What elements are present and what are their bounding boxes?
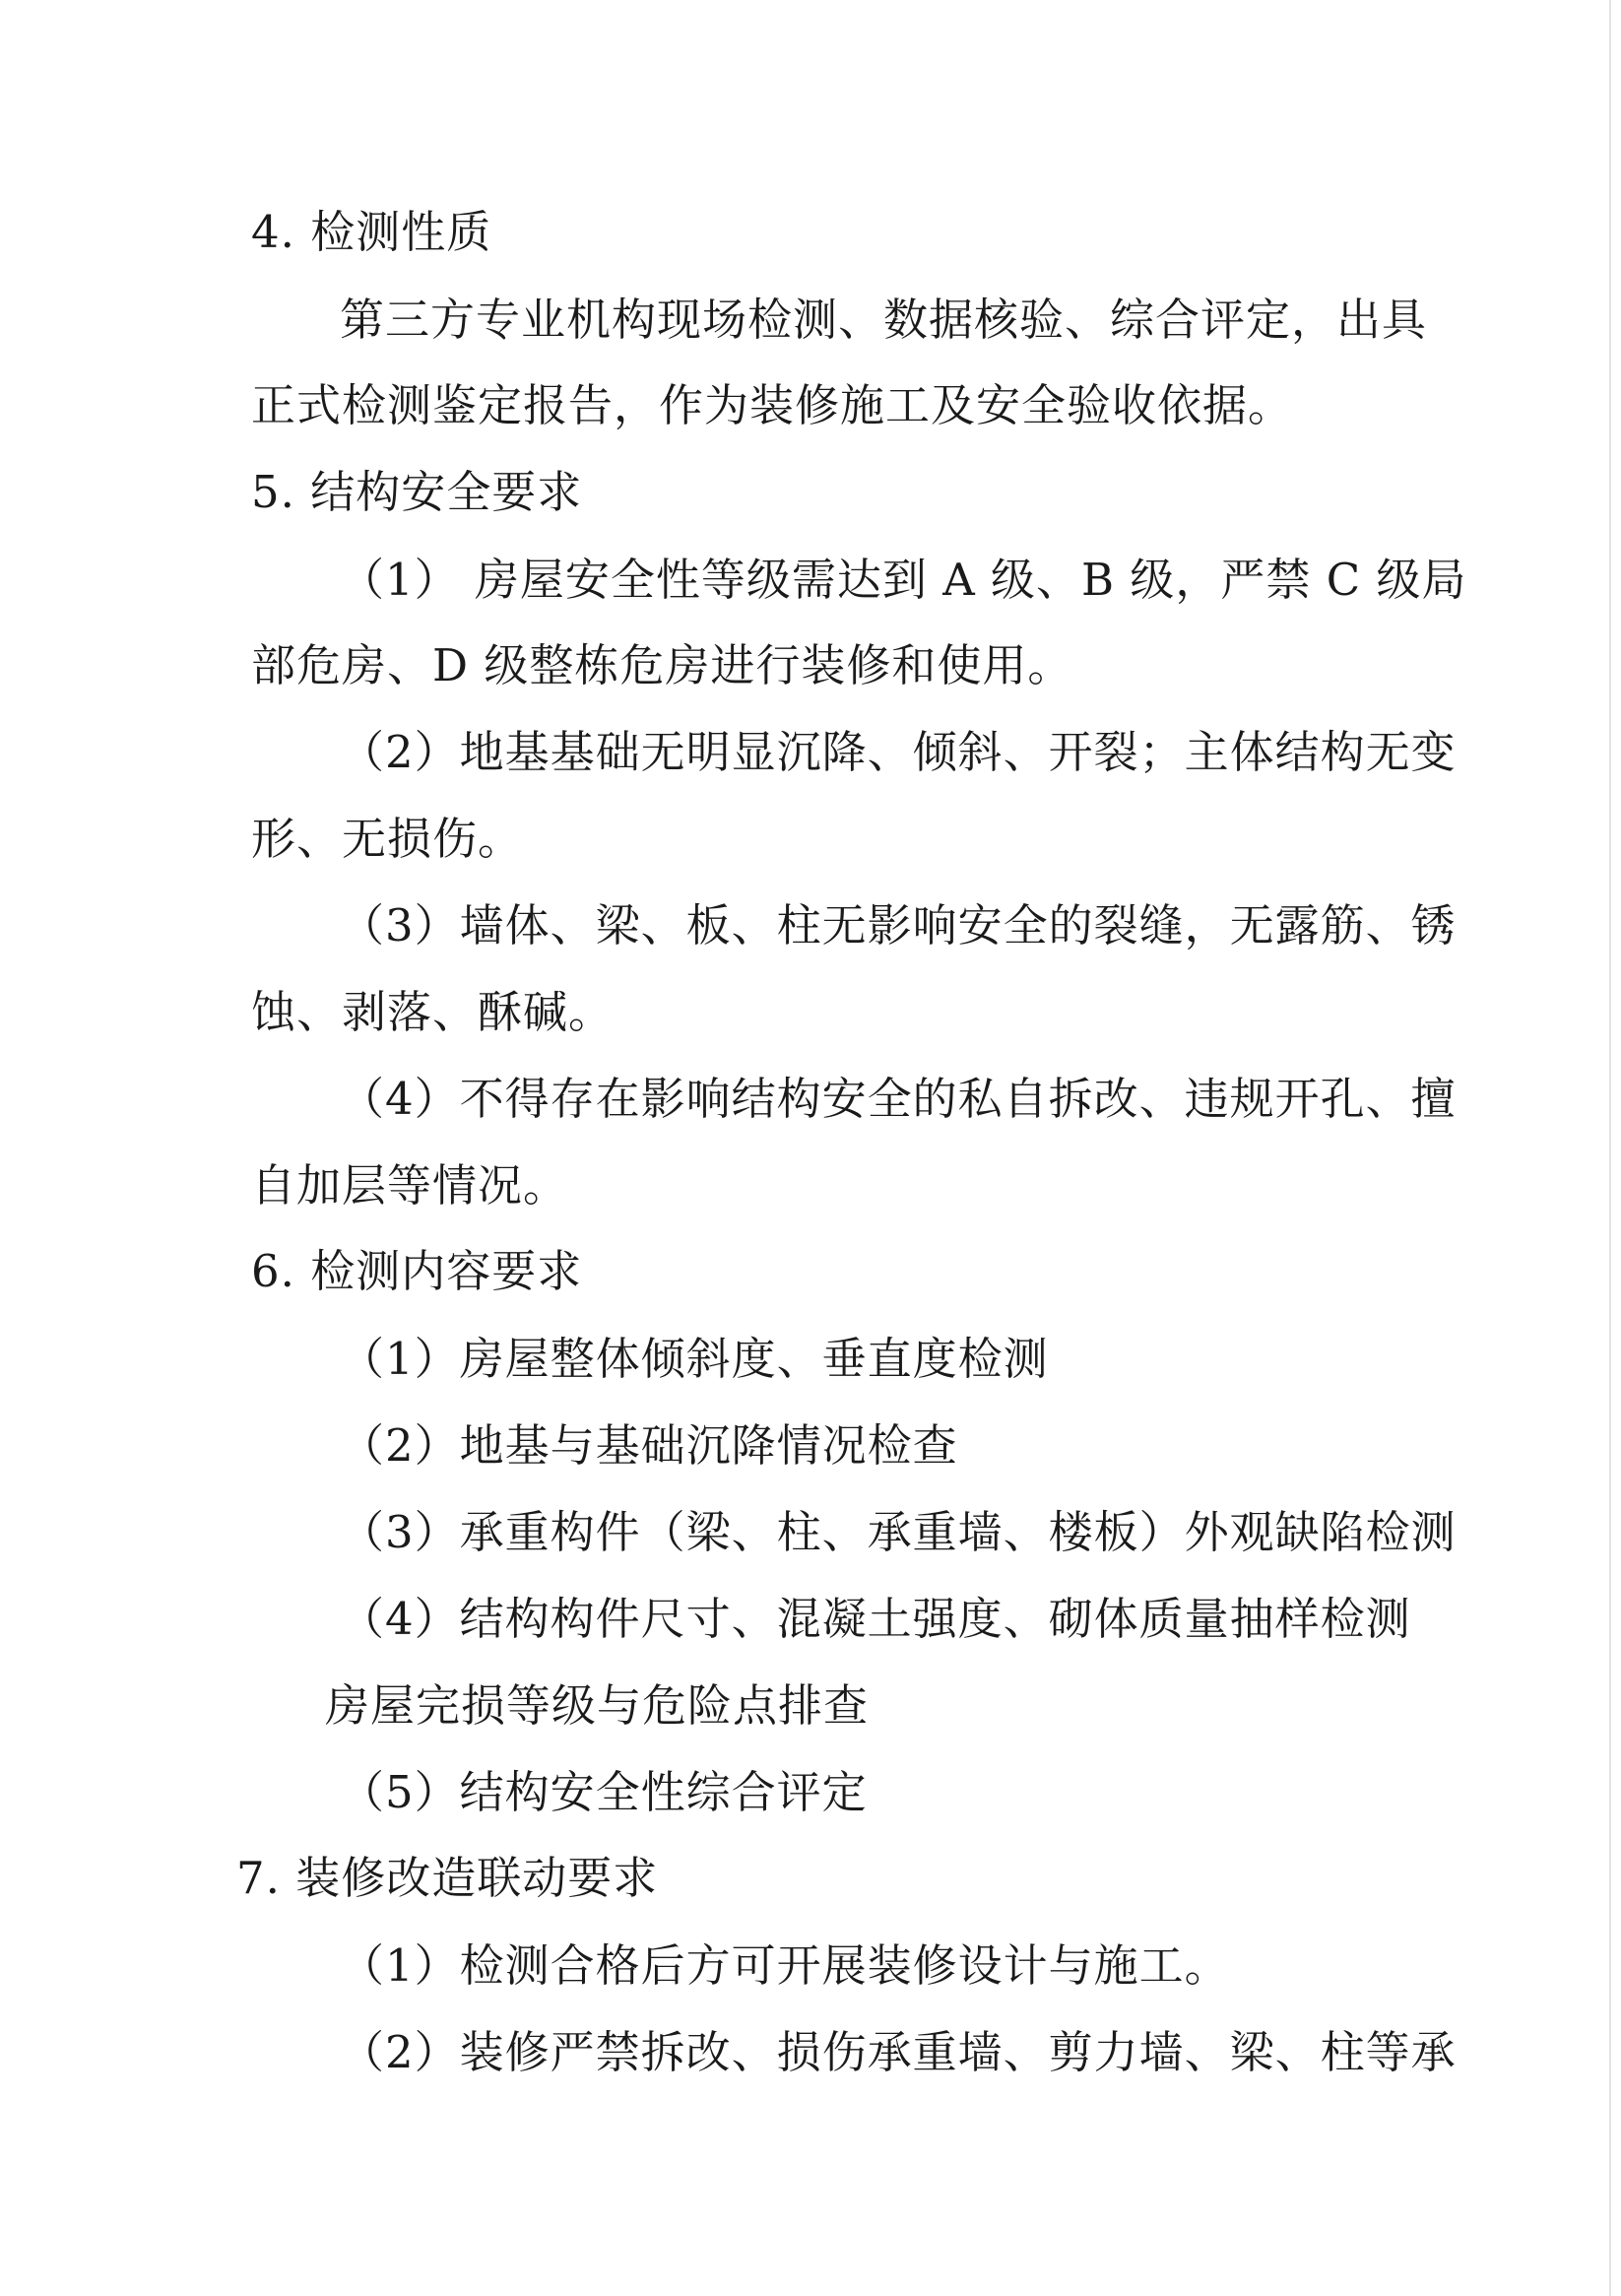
- list-item-line: （3）墙体、梁、板、柱无影响安全的裂缝，无露筋、锈: [340, 899, 1457, 951]
- paragraph-line: 正式检测鉴定报告，作为装修施工及安全验收依据。: [251, 379, 1294, 431]
- list-item-line: （1）房屋整体倾斜度、垂直度检测: [340, 1333, 1049, 1385]
- list-item-line: （2）地基与基础沉降情况检查: [340, 1419, 958, 1472]
- list-item-line: （5）结构安全性综合评定: [340, 1766, 868, 1818]
- list-item-line: 形、无损伤。: [251, 813, 524, 865]
- list-item-line: （2）地基基础无明显沉降、倾斜、开裂；主体结构无变: [340, 726, 1457, 778]
- heading-4-inspection-nature: 4. 检测性质: [251, 206, 492, 258]
- heading-7-renovation-linkage: 7. 装修改造联动要求: [236, 1852, 659, 1904]
- list-item-line: （1）检测合格后方可开展装修设计与施工。: [340, 1939, 1230, 1992]
- list-item-line: （2）装修严禁拆改、损伤承重墙、剪力墙、梁、柱等承: [340, 2026, 1457, 2078]
- list-item-line: 自加层等情况。: [251, 1159, 569, 1212]
- paragraph-line: 第三方专业机构现场检测、数据核验、综合评定，出具: [340, 294, 1428, 346]
- list-item-line: 房屋完损等级与危险点排查: [325, 1679, 870, 1732]
- list-item-line: 蚀、剥落、酥碱。: [251, 986, 615, 1038]
- list-item-line: （1） 房屋安全性等级需达到 A 级、B 级，严禁 C 级局: [340, 554, 1467, 606]
- list-item-line: （4）结构构件尺寸、混凝土强度、砌体质量抽样检测: [340, 1593, 1411, 1645]
- list-item-line: （3）承重构件（梁、柱、承重墙、楼板）外观缺陷检测: [340, 1506, 1457, 1558]
- heading-5-structural-safety: 5. 结构安全要求: [251, 466, 583, 518]
- heading-6-inspection-content: 6. 检测内容要求: [251, 1245, 583, 1297]
- list-item-line: 部危房、D 级整栋危房进行装修和使用。: [251, 639, 1073, 691]
- scan-edge-line: [1609, 0, 1611, 2296]
- list-item-line: （4）不得存在影响结构安全的私自拆改、违规开孔、擅: [340, 1073, 1457, 1125]
